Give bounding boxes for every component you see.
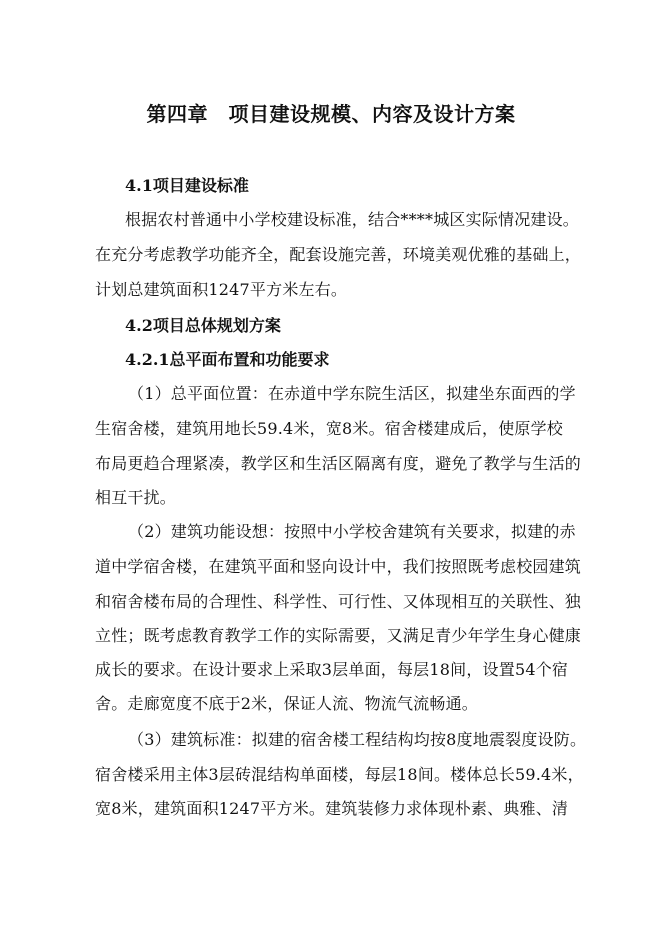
paragraph-line: 成长的要求。在设计要求上采取3层单面，每层18间，设置54个宿 (95, 660, 569, 679)
chapter-title: 第四章 项目建设规模、内容及设计方案 (146, 102, 516, 126)
paragraph-line: 生宿舍楼，建筑用地长59.4米，宽8米。宿舍楼建成后，使原学校 (95, 419, 564, 438)
paragraph-line: 在充分考虑教学功能齐全，配套设施完善，环境美观优雅的基础上， (95, 245, 582, 264)
paragraph-line: 根据农村普通中小学校建设标准，结合****城区实际情况建设。 (125, 210, 580, 229)
section-heading-4-2-1: 4.2.1总平面布置和功能要求 (125, 350, 330, 369)
paragraph-line: 宿舍楼采用主体3层砖混结构单面楼，每层18间。楼体总长59.4米， (95, 765, 584, 784)
section-heading-4-2: 4.2项目总体规划方案 (125, 316, 281, 335)
paragraph-line: 布局更趋合理紧凑，教学区和生活区隔离有度，避免了教学与生活的 (95, 454, 582, 473)
section-heading-4-1: 4.1项目建设标准 (125, 176, 249, 195)
paragraph-line: 立性；既考虑教育教学工作的实际需要，又满足青少年学生身心健康 (95, 626, 582, 645)
paragraph-line: 计划总建筑面积1247平方米左右。 (95, 280, 348, 299)
paragraph-line: 道中学宿舍楼，在建筑平面和竖向设计中，我们按照既考虑校园建筑 (95, 557, 582, 576)
paragraph-line: 舍。走廊宽度不底于2米，保证人流、物流气流畅通。 (95, 694, 478, 713)
paragraph-line: 宽8米，建筑面积1247平方米。建筑装修力求体现朴素、典雅、清 (95, 799, 569, 818)
paragraph-line: （3）建筑标准：拟建的宿舍楼工程结构均按8度地震裂度设防。 (128, 730, 587, 749)
paragraph-line: （1）总平面位置：在赤道中学东院生活区，拟建坐东面西的学 (128, 384, 576, 403)
paragraph-line: 和宿舍楼布局的合理性、科学性、可行性、又体现相互的关联性、独 (95, 592, 582, 611)
paragraph-line: （2）建筑功能设想：按照中小学校舍建筑有关要求，拟建的赤 (128, 522, 576, 541)
paragraph-line: 相互干扰。 (95, 488, 177, 507)
